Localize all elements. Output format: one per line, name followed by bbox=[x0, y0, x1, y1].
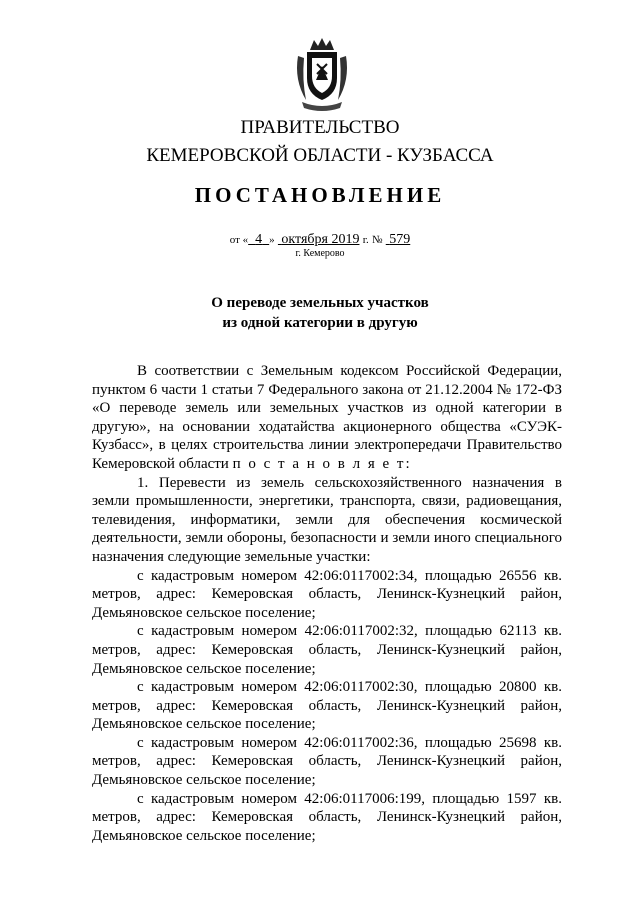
date-day: 4 bbox=[255, 232, 263, 247]
date-year-suffix: г. bbox=[362, 234, 369, 246]
item-1: 1. Перевести из земель сельскохозяйственного назначения в земли промышленности, энергетики, транспорта, связи, радиовещания, телевидения, информатики, земли для обеспечения космической деятельности, земли обороны, безопасности и земли иного специального назначения следующие земельные участки: bbox=[92, 474, 562, 565]
document-number: 579 bbox=[389, 232, 411, 247]
plot-item: с кадастровым номером 42:06:0117002:30, площадью 20800 кв. метров, адрес: Кемеровская область, Ленинск-Кузнецкий район, Демьяновское сельское поселение; bbox=[92, 679, 562, 733]
resolves-word: п о с т а н о в л я е т: bbox=[232, 455, 412, 472]
date-prefix: от « bbox=[229, 234, 249, 246]
intro-paragraph: В соответствии с Земельным кодексом Российской Федерации, пунктом 6 части 1 статьи 7 Федерального закона от 21.12.2004 № 172-ФЗ «О переводе земель или земельных участков из одной категории в другую», на основании ходатайства акционерного общества «СУЭК-Кузбасс», в целях строительства линии электропередачи Правительство Кемеровской области п о с т а н о в л я е т: bbox=[92, 363, 562, 472]
dateline bbox=[0, 231, 640, 248]
government-region: КЕМЕРОВСКОЙ ОБЛАСТИ - КУЗБАССА bbox=[146, 145, 494, 166]
number-label: № bbox=[372, 234, 383, 246]
plot-item: с кадастровым номером 42:06:0117002:32, площадью 62113 кв. метров, адрес: Кемеровская область, Ленинск-Кузнецкий район, Демьяновское сельское поселение; bbox=[92, 623, 562, 677]
subject-line-1: О переводе земельных участков bbox=[211, 295, 429, 311]
date-month-year: октября 2019 bbox=[281, 232, 360, 247]
city: г. Кемерово bbox=[295, 248, 345, 259]
plot-item: с кадастровым номером 42:06:0117002:36, площадью 25698 кв. метров, адрес: Кемеровская область, Ленинск-Кузнецкий район, Демьяновское сельское поселение; bbox=[92, 734, 562, 789]
subject bbox=[0, 293, 640, 333]
subject-line-2: из одной категории в другую bbox=[222, 315, 418, 331]
government-title: ПРАВИТЕЛЬСТВО bbox=[240, 117, 400, 138]
plot-item: с кадастровым номером 42:06:0117006:199, площадью 1597 кв. метров, адрес: Кемеровская область, Ленинск-Кузнецкий район, Демьяновское сельское поселение; bbox=[92, 790, 562, 844]
document-type: ПОСТАНОВЛЕНИЕ bbox=[194, 183, 446, 207]
coat-of-arms-icon bbox=[292, 36, 352, 112]
date-mid: » bbox=[269, 234, 275, 246]
document-body bbox=[92, 362, 562, 845]
plot-item: с кадастровым номером 42:06:0117002:34, площадью 26556 кв. метров, адрес: Кемеровская область, Ленинск-Кузнецкий район, Демьяновское сельское поселение; bbox=[92, 567, 562, 621]
